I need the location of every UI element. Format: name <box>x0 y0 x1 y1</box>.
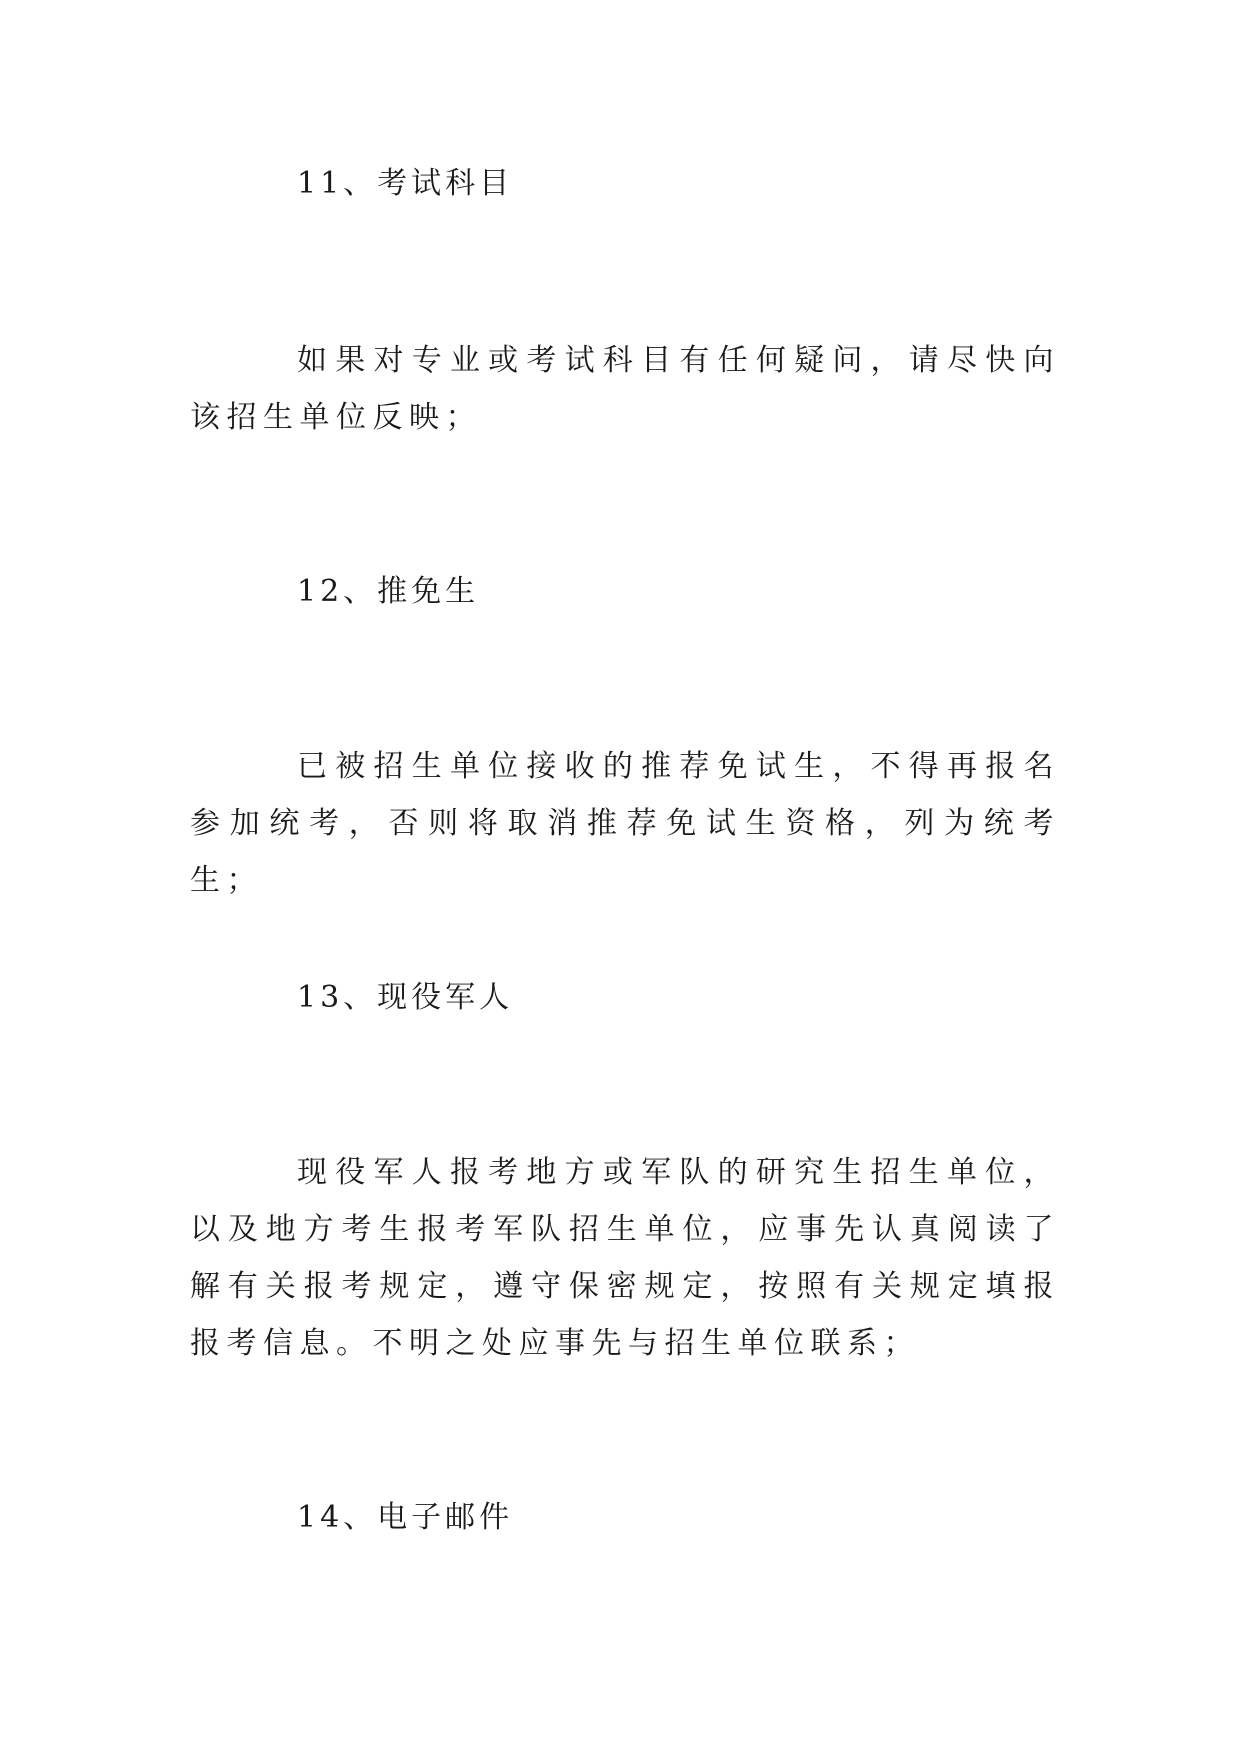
section-paragraph: 已被招生单位接收的推荐免试生，不得再报名参加统考，否则将取消推荐免试生资格，列为统考生； <box>190 749 1060 898</box>
section-paragraph: 如果对专业或考试科目有任何疑问，请尽快向该招生单位反映； <box>190 343 1060 435</box>
section-heading: 12、推免生 <box>297 574 480 609</box>
section-paragraph: 现役军人报考地方或军队的研究生招生单位，以及地方考生报考军队招生单位，应事先认真阅读了解有关报考规定，遵守保密规定，按照有关规定填报报考信息。不明之处应事先与招生单位联系； <box>190 1155 1060 1361</box>
section-heading: 14、电子邮件 <box>297 1500 514 1535</box>
section-heading: 13、现役军人 <box>297 980 514 1015</box>
section-heading: 11、考试科目 <box>297 166 514 201</box>
